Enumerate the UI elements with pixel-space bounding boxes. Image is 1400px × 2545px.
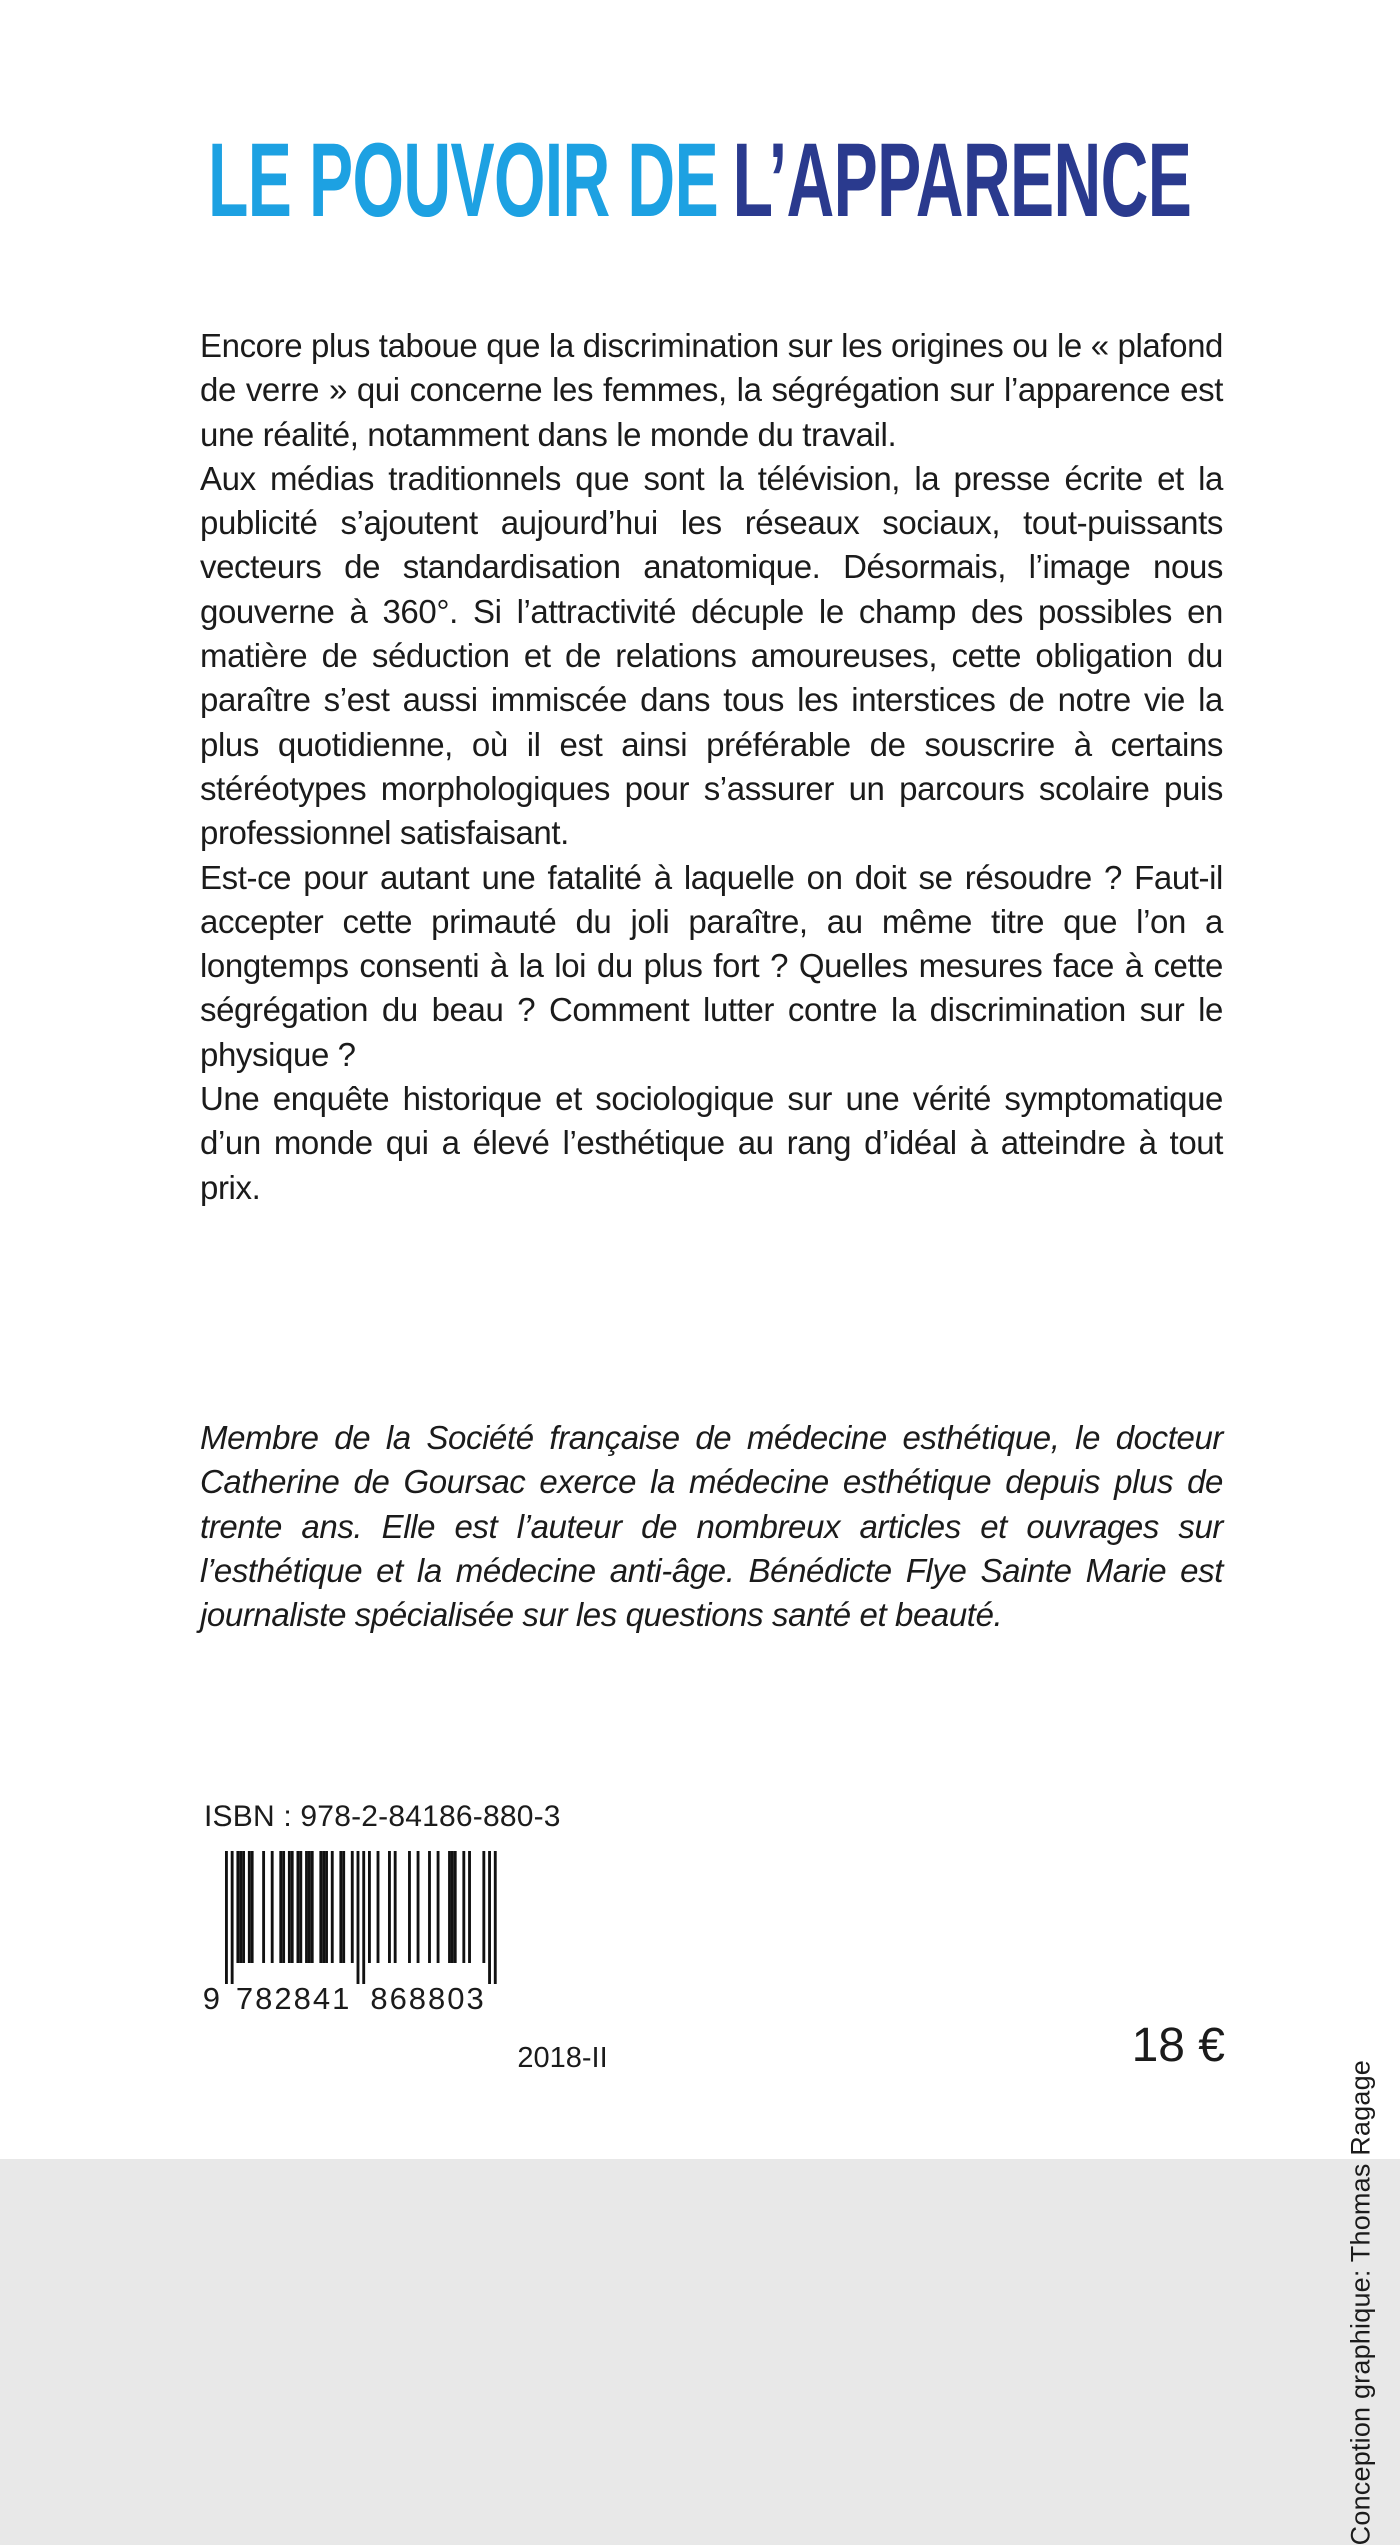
barcode-bar: [388, 1851, 391, 1963]
barcode-bar: [225, 1851, 228, 1984]
barcode-bar: [468, 1851, 471, 1963]
barcode-bar: [262, 1851, 265, 1963]
barcode-image: [196, 1851, 516, 2023]
isbn-label: ISBN : 978-2-84186-880-3: [204, 1800, 561, 1833]
edition-code: 2018-II: [517, 2042, 608, 2074]
barcode-bar: [297, 1851, 300, 1963]
barcode-bar: [291, 1851, 294, 1963]
book-title: [208, 122, 1192, 239]
design-credit: Conception graphique: Thomas Ragage: [1345, 2060, 1375, 2545]
barcode-bar: [308, 1851, 311, 1963]
barcode-bar: [462, 1851, 465, 1963]
barcode-bar: [248, 1851, 251, 1963]
barcode-bar: [231, 1851, 234, 1984]
barcode-bar: [408, 1851, 411, 1963]
barcode-bar: [279, 1851, 282, 1963]
barcode-bar: [251, 1851, 254, 1963]
barcode-bar: [305, 1851, 308, 1963]
barcode-bar: [331, 1851, 334, 1963]
barcode-bar: [362, 1851, 365, 1984]
barcode-bar: [357, 1851, 360, 1984]
author-bio: [200, 1416, 1223, 1637]
barcode-bar: [325, 1851, 328, 1963]
barcode-bar: [236, 1851, 239, 1963]
barcode-bar: [311, 1851, 314, 1963]
barcode-bar: [488, 1851, 491, 1984]
barcode-bar: [428, 1851, 431, 1963]
barcode-digits: 868803: [370, 1981, 486, 2016]
synopsis-paragraph: Est-ce pour autant une fatalité à laquelle on doit se résoudre ? Faut-il accepter cette primauté du joli paraître, au même titre que l’on a longtemps consenti à la loi du plus fort ? Quelles mesures face à cette ségrégation du beau ? Comment lutter contre la discrimination sur le physique ?: [200, 858, 1223, 1073]
author-bio-paragraph: Membre de la Société française de médecine esthétique, le docteur Catherine de Goursac exerce la médecine esthétique depuis plus de trente ans. Elle est l’auteur de nombreux articles et ouvrages sur l’esthétique et la médecine anti-âge. Bénédicte Flye Sainte Marie est journaliste spécialisée sur les questions santé et beauté.: [200, 1419, 1223, 1634]
barcode-bar: [342, 1851, 345, 1963]
barcode-bar: [322, 1851, 325, 1963]
barcode-bar: [448, 1851, 451, 1963]
barcode-bar: [288, 1851, 291, 1963]
synopsis-paragraph: Une enquête historique et sociologique sur une vérité symptomatique d’un monde qui a élevé l’esthétique au rang d’idéal à atteindre à tout prix.: [200, 1080, 1223, 1206]
barcode-digits: 9: [202, 1981, 220, 2016]
barcode-bar: [394, 1851, 397, 1963]
barcode-bar: [319, 1851, 322, 1963]
barcode-bar: [339, 1851, 342, 1963]
barcode-bar: [299, 1851, 302, 1963]
barcode-bar: [454, 1851, 457, 1963]
barcode-bar: [282, 1851, 285, 1963]
barcode-digits: 782841: [235, 1981, 352, 2016]
ean13-barcode: [196, 1851, 516, 2023]
synopsis-text: [200, 324, 1223, 1210]
synopsis-paragraph: Encore plus taboue que la discrimination sur les origines ou le « plafond de verre » qui concerne les femmes, la ségrégation sur l’apparence est une réalité, notamment dans le monde du travail.: [200, 327, 1223, 453]
barcode-bar: [482, 1851, 485, 1963]
barcode-bar: [494, 1851, 497, 1984]
barcode-bar: [451, 1851, 454, 1963]
barcode-bar: [271, 1851, 274, 1963]
barcode-bar: [377, 1851, 380, 1963]
synopsis-paragraph: Aux médias traditionnels que sont la télévision, la presse écrite et la publicité s’ajoutent aujourd’hui les réseaux sociaux, tout-puissants vecteurs de standardisation anatomique. Désormais, l’image nous gouverne à 360°. Si l’attractivité décuple le champ des possibles en matière de séduction et de relations amoureuses, cette obligation du paraître s’est aussi immiscée dans tous les interstices de notre vie la plus quotidienne, où il est ainsi préférable de souscrire à certains stéréotypes morphologiques pour s’assurer un parcours scolaire puis professionnel satisfaisant.: [200, 459, 1223, 852]
barcode-bar: [242, 1851, 245, 1963]
book-title-part-2: L’APPARENCE: [732, 122, 1192, 239]
barcode-bar: [417, 1851, 420, 1963]
barcode-bar: [351, 1851, 354, 1963]
book-title-part-1: LE POUVOIR DE: [208, 122, 719, 239]
barcode-bar: [239, 1851, 242, 1963]
barcode-bar: [368, 1851, 371, 1963]
barcode-bar: [437, 1851, 440, 1963]
price-label: 18 €: [1131, 2019, 1225, 2072]
